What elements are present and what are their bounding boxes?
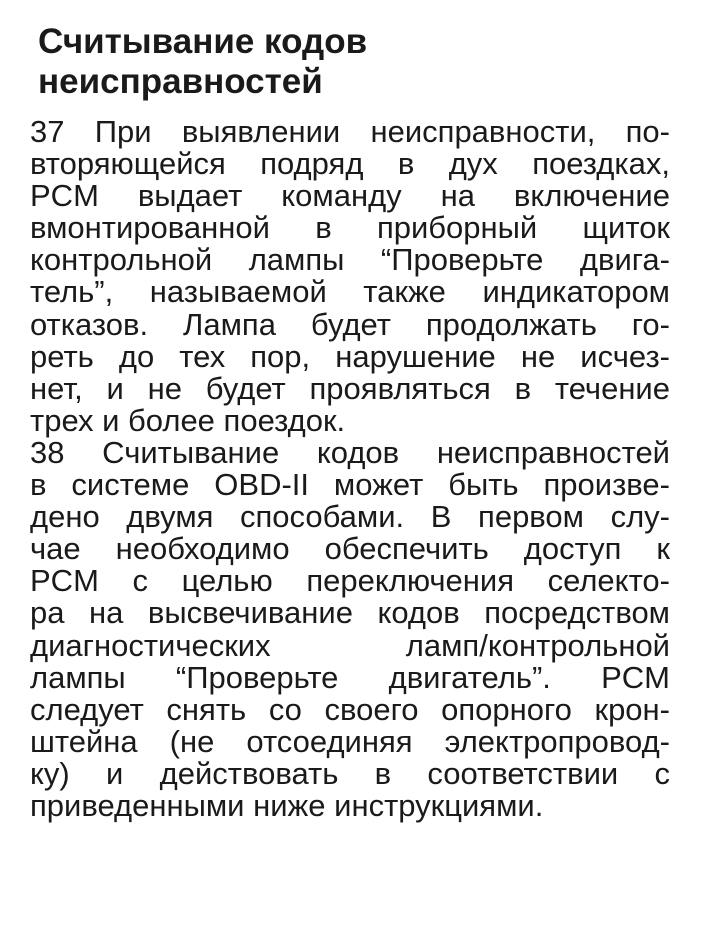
text-line: приведенными ниже инструкциями. — [30, 787, 544, 823]
text-line: чае необходимо обеспечить доступ к — [30, 531, 670, 567]
text-line: PCM с целью переключения селекто- — [30, 563, 670, 599]
text-line: 37 При выявлении неисправности, по- — [30, 114, 670, 149]
text-line: в системе OBD-II может быть произве- — [30, 467, 670, 503]
heading-line: Считывание кодов — [38, 22, 368, 61]
text-line: вмонтированной в приборный щиток — [30, 210, 670, 246]
text-line: отказов. Лампа будет продолжать го- — [30, 306, 670, 342]
text-line: 38 Считывание кодов неисправностей — [30, 434, 670, 470]
text-line: тель”, называемой также индикатором — [30, 274, 670, 310]
text-line: вторяющейся подряд в дух поездках, — [30, 146, 670, 182]
text-line: лампы “Проверьте двигатель”. PCM — [30, 659, 670, 695]
text-line: ку) и действовать в соответствии с — [30, 755, 670, 791]
body-text — [30, 116, 670, 822]
text-line: следует снять со своего опорного крон- — [30, 691, 670, 727]
text-line: штейна (не отсоединяя электропровод- — [30, 723, 670, 759]
text-line: ра на высвечивание кодов посредством — [30, 595, 670, 631]
text-line: дено двумя способами. В первом слу- — [30, 499, 670, 535]
section-heading — [38, 22, 678, 102]
text-line: нет, и не будет проявляться в течение — [30, 370, 670, 406]
heading-line: неисправностей — [38, 62, 323, 101]
text-line: PCM выдает команду на включение — [30, 178, 670, 214]
text-line: контрольной лампы “Проверьте двига- — [30, 242, 670, 278]
text-line: диагностических ламп/контрольной — [30, 627, 670, 663]
text-line: реть до тех пор, нарушение не исчез- — [30, 338, 670, 374]
paragraph-37 — [30, 116, 670, 437]
paragraph-38 — [30, 434, 670, 823]
text-line: трех и более поездок. — [30, 402, 346, 438]
